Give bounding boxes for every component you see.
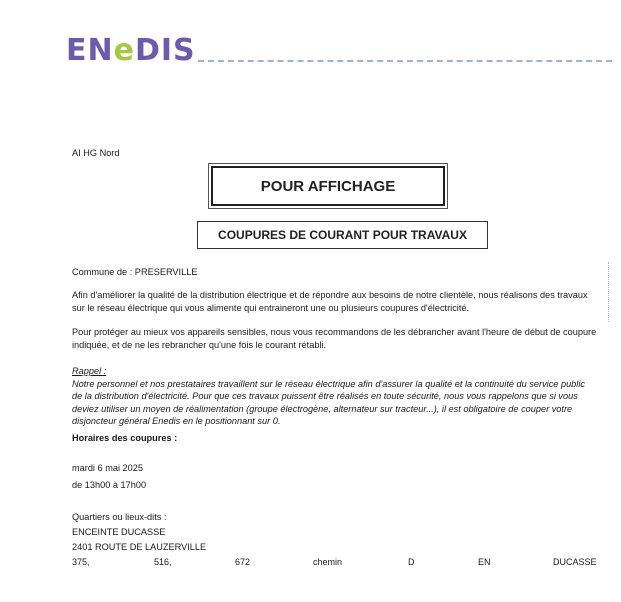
reminder-block [72, 365, 607, 428]
address-cell: 672 [235, 557, 251, 567]
schedule-heading: Horaires des coupures : [72, 433, 178, 443]
location-line-2: 2401 ROUTE DE LAUZERVILLE [72, 542, 207, 552]
address-cell: DUCASSE [553, 557, 597, 567]
address-cell: EN [478, 557, 491, 567]
advice-line-2: indiquée, et de ne les rebrancher qu'une fois le courant rétabli. [72, 340, 327, 350]
recipient-label: AI HG Nord [72, 148, 120, 158]
title-sub: COUPURES DE COURANT POUR TRAVAUX [218, 228, 467, 242]
address-cell: chemin [313, 557, 343, 567]
address-cell: 375, [72, 557, 90, 567]
schedule-time: de 13h00 à 17h00 [72, 480, 147, 490]
intro-line-2: sur le réseau électrique qui vous alimente qui entraineront une ou plusieurs coupures d'électricité. [72, 303, 470, 313]
reminder-line-3: deviez utiliser un moyen de réalimentation (groupe électrogène, alternateur sur tracteur...), il est obligatoire de couper votre [72, 403, 573, 414]
advice-paragraph [72, 326, 607, 352]
reminder-heading: Rappel : [72, 366, 107, 376]
locations-heading: Quartiers ou lieux-dits : [72, 512, 167, 522]
reminder-line-4: disjoncteur général Enedis en le positionnant sur 0. [72, 416, 281, 426]
commune-label: Commune de : PRESERVILLE [72, 267, 198, 277]
logo-text-e: e [113, 33, 135, 68]
logo-text-en: EN [66, 33, 114, 68]
logo-dashed-line [198, 60, 612, 62]
address-cell: D [408, 557, 415, 567]
scan-edge-mark [608, 262, 609, 322]
address-cell: 516, [154, 557, 172, 567]
reminder-line-2: de la distribution d'électricité. Pour que ces travaux puissent être réalisés en toute sécurité, nous vous rappelons que si vous [72, 391, 578, 401]
title-main: POUR AFFICHAGE [260, 177, 396, 195]
enedis-logo [66, 34, 196, 68]
reminder-line-1: Notre personnel et nos prestataires travaillent sur le réseau électrique afin d'assurer la qualité et la continuité du service public [72, 378, 585, 389]
title-box-sub [197, 221, 488, 249]
schedule-date: mardi 6 mai 2025 [72, 463, 143, 473]
advice-line-1: Pour protéger au mieux vos appareils sensibles, nous vous recommandons de les débrancher avant l'heure de début de coupure [72, 327, 597, 337]
title-box-main [211, 166, 445, 206]
location-line-1: ENCEINTE DUCASSE [72, 527, 166, 537]
logo-text-dis: DIS [134, 33, 196, 68]
intro-line-1: Afin d'améliorer la qualité de la distribution électrique et de répondre aux besoins de notre clientèle, nous réalisons des travaux [72, 290, 588, 300]
intro-paragraph [72, 289, 607, 315]
